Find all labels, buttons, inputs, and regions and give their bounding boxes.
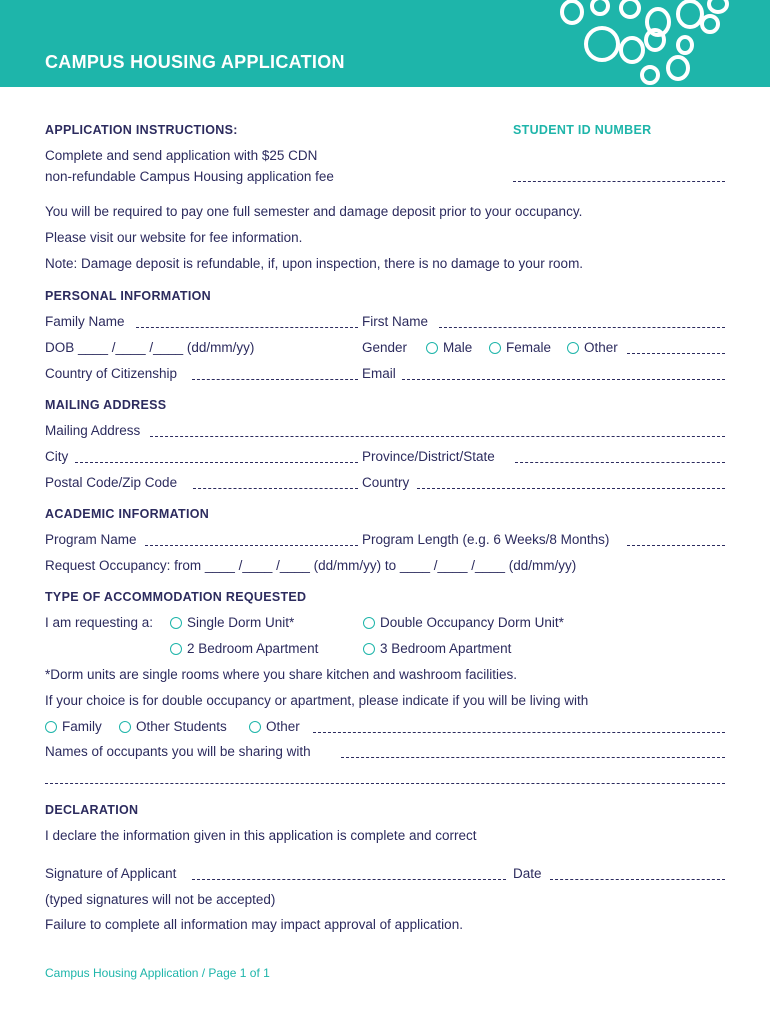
single-dorm-label: Single Dorm Unit* — [187, 615, 295, 630]
mailing-address-label: Mailing Address — [45, 423, 141, 438]
country-label: Country — [362, 475, 410, 490]
gender-male-label: Male — [443, 340, 473, 355]
postal-label: Postal Code/Zip Code — [45, 475, 178, 490]
double-dorm-label: Double Occupancy Dorm Unit* — [380, 615, 564, 630]
instructions-line-1: Complete and send application with $25 CDN — [45, 148, 318, 163]
requesting-label: I am requesting a: — [45, 615, 154, 630]
city-label: City — [45, 449, 69, 464]
choice-note: If your choice is for double occupancy or apartment, please indicate if you will be living with — [45, 693, 589, 708]
program-length-field[interactable] — [627, 534, 725, 546]
academic-heading: ACADEMIC INFORMATION — [45, 507, 210, 521]
student-id-field[interactable] — [513, 170, 725, 182]
mailing-address-field[interactable] — [150, 425, 725, 437]
single-dorm-radio[interactable] — [170, 617, 182, 629]
occupants-field[interactable] — [341, 746, 725, 758]
bubbles-decoration — [540, 0, 770, 87]
page-title: CAMPUS HOUSING APPLICATION — [45, 52, 345, 72]
instructions-note-1: You will be required to pay one full semester and damage deposit prior to your occupancy. — [45, 204, 583, 219]
first-name-field[interactable] — [439, 316, 725, 328]
family-label: Family — [62, 719, 102, 734]
email-field[interactable] — [402, 368, 725, 380]
first-name-label: First Name — [362, 314, 429, 329]
three-bedroom-label: 3 Bedroom Apartment — [380, 641, 512, 656]
citizenship-field[interactable] — [192, 368, 358, 380]
occupants-field-2[interactable] — [45, 772, 725, 784]
province-field[interactable] — [515, 451, 725, 463]
instructions-heading: APPLICATION INSTRUCTIONS: — [45, 123, 238, 137]
gender-other-radio[interactable] — [567, 342, 579, 354]
double-dorm-radio[interactable] — [363, 617, 375, 629]
gender-female-radio[interactable] — [489, 342, 501, 354]
two-bedroom-radio[interactable] — [170, 643, 182, 655]
other-living-radio[interactable] — [249, 721, 261, 733]
other-students-label: Other Students — [136, 719, 227, 734]
family-radio[interactable] — [45, 721, 57, 733]
dob-field[interactable]: DOB ____ /____ /____ (dd/mm/yy) — [45, 340, 255, 355]
province-label: Province/District/State — [362, 449, 495, 464]
request-occupancy-field[interactable]: Request Occupancy: from ____ /____ /____ (dd/mm/yy) to ____ /____ /____ (dd/mm/yy) — [45, 558, 577, 573]
program-name-field[interactable] — [145, 534, 358, 546]
three-bedroom-radio[interactable] — [363, 643, 375, 655]
signature-label: Signature of Applicant — [45, 866, 177, 881]
family-name-label: Family Name — [45, 314, 125, 329]
country-field[interactable] — [417, 477, 725, 489]
postal-field[interactable] — [193, 477, 358, 489]
gender-other-label: Other — [584, 340, 618, 355]
other-students-radio[interactable] — [119, 721, 131, 733]
typed-note: (typed signatures will not be accepted) — [45, 892, 276, 907]
gender-female-label: Female — [506, 340, 552, 355]
student-id-label: STUDENT ID NUMBER — [513, 123, 652, 137]
occupants-label: Names of occupants you will be sharing with — [45, 744, 311, 759]
declaration-statement: I declare the information given in this application is complete and correct — [45, 828, 477, 843]
personal-heading: PERSONAL INFORMATION — [45, 289, 211, 303]
instructions-note-2: Please visit our website for fee information. — [45, 230, 303, 245]
family-name-field[interactable] — [136, 316, 358, 328]
mailing-heading: MAILING ADDRESS — [45, 398, 167, 412]
page-header — [0, 0, 770, 87]
other-living-label: Other — [266, 719, 300, 734]
date-label: Date — [513, 866, 542, 881]
gender-label: Gender — [362, 340, 408, 355]
program-name-label: Program Name — [45, 532, 137, 547]
program-length-label: Program Length (e.g. 6 Weeks/8 Months) — [362, 532, 610, 547]
other-living-field[interactable] — [313, 721, 725, 733]
declaration-heading: DECLARATION — [45, 803, 139, 817]
citizenship-label: Country of Citizenship — [45, 366, 178, 381]
date-field[interactable] — [550, 868, 725, 880]
city-field[interactable] — [75, 451, 358, 463]
signature-field[interactable] — [192, 868, 506, 880]
accommodation-heading: TYPE OF ACCOMMODATION REQUESTED — [45, 590, 307, 604]
instructions-note-3: Note: Damage deposit is refundable, if, upon inspection, there is no damage to your room. — [45, 256, 584, 271]
two-bedroom-label: 2 Bedroom Apartment — [187, 641, 319, 656]
failure-note: Failure to complete all information may impact approval of application. — [45, 917, 463, 932]
instructions-line-2: non-refundable Campus Housing application fee — [45, 169, 334, 184]
gender-other-field[interactable] — [627, 342, 725, 354]
email-label: Email — [362, 366, 396, 381]
page-footer: Campus Housing Application / Page 1 of 1 — [45, 966, 270, 980]
gender-male-radio[interactable] — [426, 342, 438, 354]
dorm-note: *Dorm units are single rooms where you share kitchen and washroom facilities. — [45, 667, 517, 682]
